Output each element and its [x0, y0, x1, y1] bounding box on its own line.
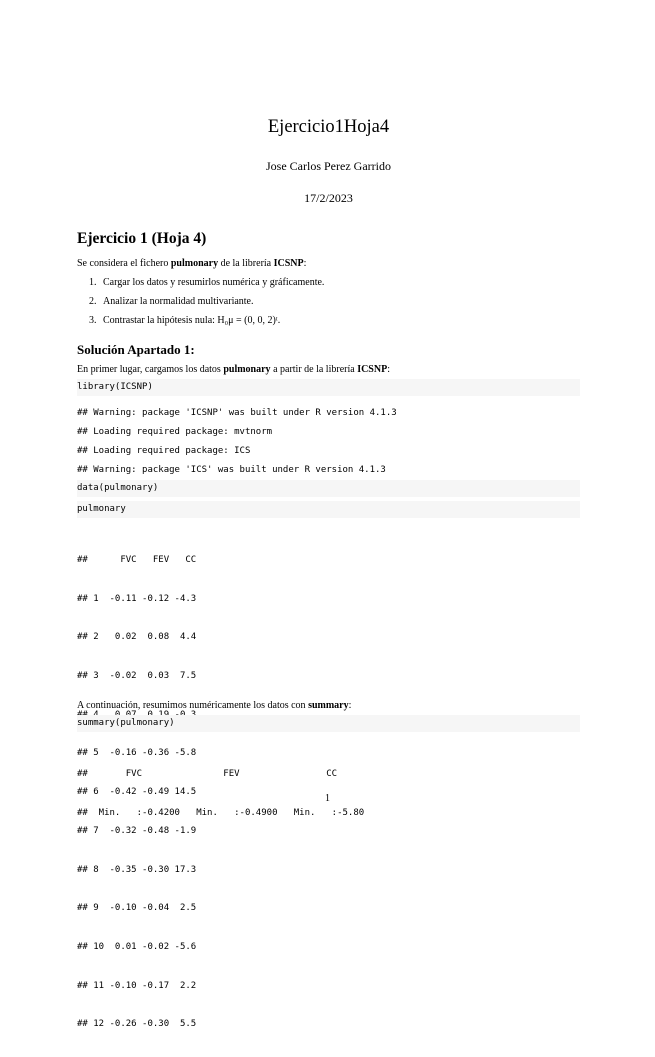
list-item: 2. Analizar la normalidad multivariante. — [89, 296, 254, 307]
table-row: ## 2 0.02 0.08 4.4 — [77, 632, 197, 643]
section-heading-solucion: Solución Apartado 1: — [77, 342, 195, 357]
summary-line: ## FVC FEV CC — [77, 768, 338, 779]
table-row: ## 9 -0.10 -0.04 2.5 — [77, 903, 197, 914]
code-block: summary(pulmonary) — [77, 715, 580, 732]
table-row: ## 8 -0.35 -0.30 17.3 — [77, 864, 197, 875]
table-row: ## 6 -0.42 -0.49 14.5 — [77, 787, 197, 798]
table-row: ## 10 0.01 -0.02 -5.6 — [77, 942, 197, 952]
list-item: 1. Cargar los datos y resumirlos numérica y gráficamente. — [89, 277, 325, 288]
code-output: ## Warning: package 'ICS' was built under R version 4.1.3 — [77, 465, 386, 475]
doc-date: 17/2/2023 — [304, 191, 353, 205]
table-row: ## FVC FEV CC — [77, 554, 197, 565]
page-number: 1 — [325, 793, 330, 804]
code-output: ## Loading required package: mvtnorm — [77, 427, 273, 437]
list-item: 3. Contrastar la hipótesis nula: H₀μ = (0, 0, 2)ᵗ. — [89, 315, 281, 326]
paragraph-summary: A continuación, resumimos numéricamente los datos con summary: — [77, 700, 352, 711]
code-output: ## Warning: package 'ICSNP' was built under R version 4.1.3 — [77, 408, 397, 418]
table-row: ## 12 -0.26 -0.30 5.5 — [77, 1019, 197, 1030]
table-row: ## 5 -0.16 -0.36 -5.8 — [77, 748, 197, 759]
doc-title: Ejercicio1Hoja4 — [267, 117, 390, 137]
code-block: data(pulmonary) — [77, 480, 580, 497]
doc-author: Jose Carlos Perez Garrido — [266, 159, 391, 173]
code-block: pulmonary — [77, 501, 580, 518]
summary-line: ## Min. :-0.4200 Min. :-0.4900 Min. :-5.80 — [77, 807, 365, 818]
code-block: library(ICSNP) — [77, 379, 580, 396]
paragraph-load-data: En primer lugar, cargamos los datos pulmonary a partir de la librería ICSNP: — [77, 364, 390, 375]
section-heading-ejercicio: Ejercicio 1 (Hoja 4) — [77, 230, 207, 247]
intro-paragraph: Se considera el fichero pulmonary de la librería ICSNP: — [77, 258, 307, 269]
table-row: ## 11 -0.10 -0.17 2.2 — [77, 980, 197, 991]
table-row: ## 7 -0.32 -0.48 -1.9 — [77, 825, 197, 836]
table-row: ## 3 -0.02 0.03 7.5 — [77, 670, 197, 681]
table-row: ## 1 -0.11 -0.12 -4.3 — [77, 593, 197, 604]
code-output: ## Loading required package: ICS — [77, 446, 251, 456]
